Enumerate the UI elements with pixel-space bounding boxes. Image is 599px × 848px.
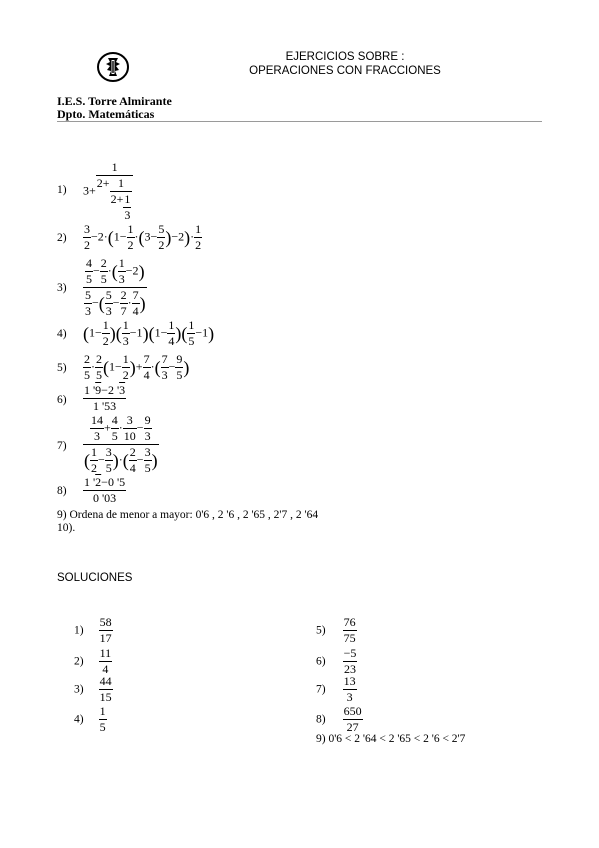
exercise-1-expression: 3+ 1 2+ 1 2+ $\frac{1}{3}$ <box>83 160 133 223</box>
exercise-4-expression: (1− $\frac{1}{2}$ )( $\frac{1}{3}$ −1)(1− $\frac{1}{4}$ )( $\frac{1}{5}$ −1) <box>83 318 215 348</box>
solution-numerator: −5 <box>343 646 357 660</box>
solution-label: 5) <box>316 624 326 637</box>
solutions-heading: SOLUCIONES <box>57 572 133 584</box>
solution-6 <box>316 646 357 677</box>
solution-numerator: 44 <box>99 674 112 688</box>
solution-denominator: 3 <box>343 689 357 705</box>
exercise-4-number: 4) <box>57 328 67 340</box>
solution-numerator: 58 <box>99 615 112 629</box>
solution-denominator: 23 <box>343 662 356 676</box>
exercise-10: 10). <box>57 522 76 534</box>
school-info <box>57 95 172 121</box>
title-line-2: OPERACIONES CON FRACCIONES <box>249 65 441 77</box>
solution-numerator: 13 <box>343 674 356 688</box>
solution-denominator: 5 <box>99 720 106 734</box>
exercise-8-number: 8) <box>57 485 67 497</box>
exercise-8-expression: $\frac{1 '2-0 '5}{0 '03}$ <box>84 475 126 505</box>
solution-label: 4) <box>74 713 84 726</box>
solution-label: 1) <box>74 624 84 637</box>
exercise-6-expression: $\frac{1 '9-2 '3}{1 '53}$ <box>84 383 126 413</box>
exercise-7-number: 7) <box>57 440 67 452</box>
solution-numerator: 76 <box>343 615 356 629</box>
exercise-5-expression: $\frac{2}{5}$ · $\frac{2}{5}$ (1− $\frac{1}{2}$ )+ $\frac{7}{4}$ ·( $\frac{7}{3}$ − $\frac{9}{5}$ ) <box>84 352 190 382</box>
exercise-6-number: 6) <box>57 394 67 406</box>
exercise-9: 9) Ordena de menor a mayor: 0'6 , 2 '6 , 2 '65 , 2'7 , 2 '64 <box>57 509 319 521</box>
exercise-1-number: 1) <box>57 184 67 196</box>
solution-5 <box>316 615 357 646</box>
solution-label: 7) <box>316 683 326 696</box>
school-name: I.E.S. Torre Almirante <box>57 94 172 108</box>
exercise-2-number: 2) <box>57 232 67 244</box>
exercise-5-number: 5) <box>57 362 67 374</box>
department-name: Dpto. Matemáticas <box>57 107 155 121</box>
document-title <box>230 50 460 78</box>
solution-label: 8) <box>316 713 326 726</box>
solution-denominator: 27 <box>343 719 363 735</box>
solution-label: 6) <box>316 655 326 668</box>
exercise-2-expression: $\frac{3}{2}$ −2·(1− $\frac{1}{2}$ ·(3− $\frac{5}{2}$ )−2)· $\frac{1}{2}$ <box>84 222 202 252</box>
title-line-1: EJERCICIOS SOBRE : <box>285 51 405 63</box>
solution-label: 3) <box>74 683 84 696</box>
exercise-3-expression: $\frac{4}{5}$ − $\frac{2}{5}$ ·( $\frac{1}{3}$ −2) $\frac{5}{3}$ −( $\frac{5}{3}$ − $\frac{2}{7}$ · $\frac{7}{4}$ ) <box>85 256 146 318</box>
solution-8 <box>316 704 363 735</box>
solution-3 <box>74 674 113 705</box>
solution-2 <box>74 646 112 677</box>
solution-numerator: 1 <box>99 704 106 718</box>
solution-numerator: 650 <box>343 704 362 718</box>
solution-denominator: 17 <box>99 631 112 645</box>
header-divider <box>57 121 542 122</box>
exercise-3-number: 3) <box>57 282 67 294</box>
solution-denominator: 75 <box>343 631 356 645</box>
solution-denominator: 4 <box>99 661 113 677</box>
solution-4 <box>74 704 107 735</box>
solution-denominator: 15 <box>99 690 112 704</box>
solution-9: 9) 0'6 < 2 '64 < 2 '65 < 2 '6 < 2'7 <box>316 733 466 745</box>
solution-1 <box>74 615 113 646</box>
solution-label: 2) <box>74 655 84 668</box>
solution-7 <box>316 674 357 705</box>
exercise-7-expression: $\frac{14}{3}$ + $\frac{4}{5}$ · $\frac{3}{10}$ − $\frac{9}{3}$ ( $\frac{1}{2}$ − $\frac{3}{5}$ )·( $\frac{2}{4}$ − $\frac{3}{5}$ ) <box>84 413 158 475</box>
school-logo <box>96 50 130 84</box>
solution-numerator: 11 <box>99 646 112 660</box>
